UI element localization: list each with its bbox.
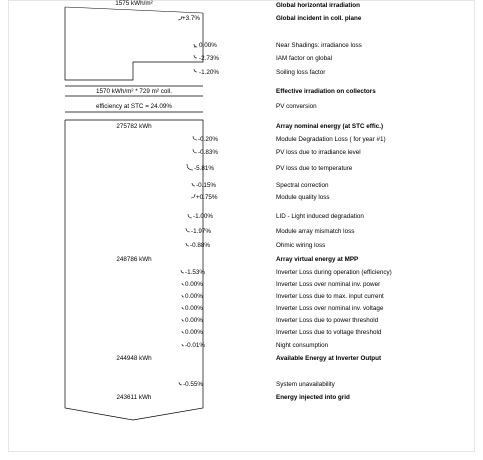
step-label: Inverter Loss over nominal inv. voltage [276, 305, 384, 312]
loss-arrow-icon [181, 270, 184, 273]
nominal-energy-value: 275782 kWh [116, 123, 152, 130]
step-label: Ohmic wiring loss [276, 242, 326, 249]
step-label: Module quality loss [276, 194, 330, 201]
step-label: Array nominal energy (at STC effic.) [276, 123, 384, 130]
available-energy-value: 244948 kWh [116, 355, 152, 362]
step-label: Spectral correction [276, 182, 329, 189]
loss-arrow-icon [182, 331, 184, 333]
loss-arrow-icon [193, 136, 197, 140]
step-label: Available Energy at Inverter Output [276, 355, 382, 362]
loss-arrow-icon [182, 307, 184, 309]
step-label: Effective irradiation on collectors [276, 88, 376, 95]
loss-percent: -1.20% [199, 69, 219, 76]
step-label: Night consumption [276, 342, 329, 349]
step-label: Inverter Loss during operation (efficiency) [276, 269, 392, 276]
loss-arrow-icon [182, 295, 184, 297]
step-label: Inverter Loss due to power threshold [276, 317, 379, 324]
loss-percent: +0.75% [196, 194, 218, 201]
loss-arrow-icon [179, 382, 182, 385]
step-label: System unavailability [276, 381, 335, 388]
loss-percent: -2.73% [199, 55, 219, 62]
loss-arrow-icon [186, 243, 189, 246]
step-label: Inverter Loss due to max. input current [276, 293, 384, 300]
step-label: PV loss due to irradiance level [276, 149, 361, 156]
step-label: Module array mismatch loss [276, 228, 355, 235]
irradiation-value: 1575 kWh/m² [115, 0, 153, 7]
energy-flow-outline [65, 120, 203, 420]
loss-percent: 0.00% [185, 281, 203, 288]
step-label: Array virtual energy at MPP [276, 256, 359, 263]
loss-arrow-icon [182, 344, 184, 346]
step-label: IAM factor on global [276, 55, 333, 62]
loss-percent: -0.20% [198, 136, 218, 143]
loss-arrow-icon [193, 149, 197, 153]
efficiency-value: efficiency at STC = 24.09% [95, 103, 172, 110]
loss-arrow-icon [182, 283, 184, 285]
loss-percent: +3.7% [182, 15, 201, 22]
injected-energy-value: 243611 kWh [116, 394, 152, 401]
loss-percent: 0.00% [185, 293, 203, 300]
virtual-energy-value: 248786 kWh [116, 256, 152, 263]
loss-arrow-icon [186, 228, 190, 232]
loss-percent: -0.83% [198, 149, 218, 156]
step-label: Soiling loss factor [276, 69, 326, 76]
step-label: Global horizontal irradiation [276, 2, 360, 9]
loss-arrow-icon [194, 55, 197, 58]
loss-percent: -1.53% [185, 269, 205, 276]
loss-percent: -1.97% [191, 228, 211, 235]
loss-percent: -0.15% [196, 182, 216, 189]
loss-arrow-icon [187, 164, 193, 170]
step-label: LID - Light induced degradation [276, 213, 364, 220]
loss-percent: 0.00% [199, 42, 217, 49]
loss-percent: -0.01% [185, 342, 205, 349]
step-label: Global incident in coll. plane [276, 15, 362, 22]
loss-percent: -0.55% [183, 381, 203, 388]
step-label: PV conversion [276, 103, 317, 110]
loss-percent: -5.81% [194, 165, 214, 172]
loss-percent: 0.00% [185, 317, 203, 324]
loss-arrow-icon [194, 69, 197, 72]
loss-arrow-icon [194, 44, 197, 47]
step-label: Inverter Loss due to voltage threshold [276, 329, 382, 336]
step-label: Module Degradation Loss ( for year #1) [276, 136, 386, 143]
step-label: PV loss due to temperature [276, 165, 353, 172]
step-label: Inverter Loss over nominal inv. power [276, 281, 381, 288]
loss-percent: 0.00% [185, 305, 203, 312]
loss-arrow-icon [191, 194, 195, 198]
loss-percent: -0.88% [190, 242, 210, 249]
loss-percent: 0.00% [185, 329, 203, 336]
step-label: Near Shadings: irradiance loss [276, 42, 362, 49]
step-label: Energy injected into grid [276, 394, 350, 401]
collectors-value: 1570 kWh/m² * 729 m² coll. [96, 88, 172, 95]
loss-arrow-icon [188, 214, 192, 218]
loss-percent: -1.00% [193, 213, 213, 220]
loss-arrow-icon [192, 183, 195, 186]
loss-arrow-icon [182, 319, 184, 321]
